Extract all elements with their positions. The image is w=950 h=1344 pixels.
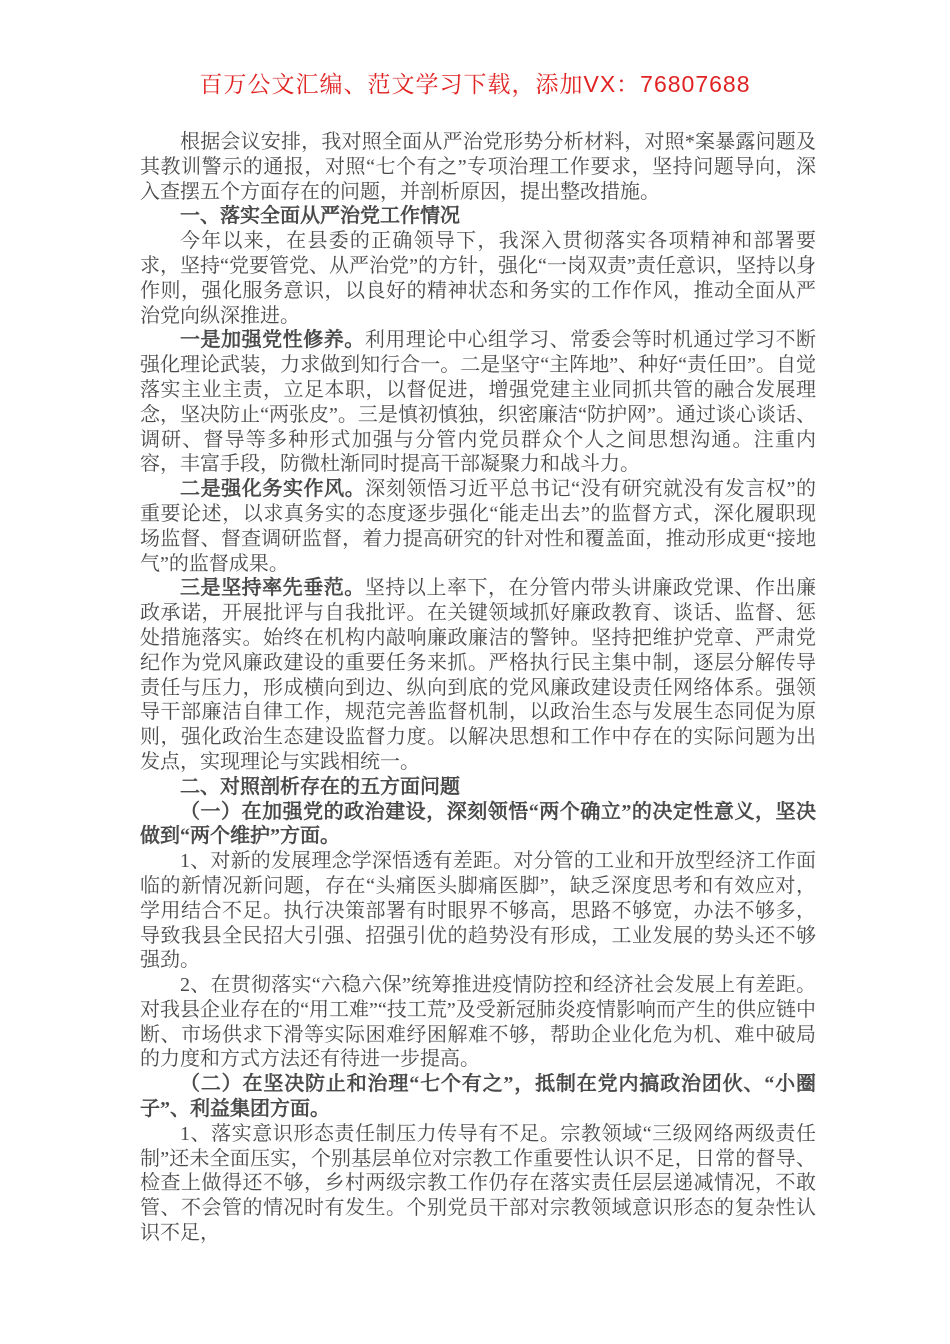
text-run: 1、对新的发展理念学深悟透有差距。对分管的工业和开放型经济工作面临的新情况新问题，存在“头痛医头脚痛医脚”，缺乏深度思考和有效应对，学用结合不足。执行决策部署有时眼界不够高，思路不够宽，办法不够多，导致我县全民招大引强、招强引优的趋势没有形成，工业发展的势头还不够强劲。 — [140, 850, 816, 972]
paragraph — [140, 576, 816, 774]
bold-text-run: 一、落实全面从严治党工作情况 — [180, 205, 460, 228]
bold-text-run: （二）在坚决防止和治理“七个有之”，抵制在党内搞政治团伙、“小圈子”、利益集团方面。 — [140, 1073, 816, 1121]
document-body — [140, 130, 816, 1246]
bold-text-run: 二、对照剖析存在的五方面问题 — [180, 775, 460, 798]
text-run: 2、在贯彻落实“六稳六保”统筹推进疫情防控和经济社会发展上有差距。对我县企业存在的“用工难”“技工荒”及受新冠肺炎疫情影响而产生的供应链中断、市场供求下滑等实际困难纾困解难不够，帮助企业化危为机、难中破局的力度和方式方法还有待进一步提高。 — [140, 974, 816, 1071]
paragraph — [140, 477, 816, 576]
bold-text-run: 二是强化务实作风。 — [180, 478, 366, 501]
bold-text-run: 三是坚持率先垂范。 — [180, 577, 365, 600]
paragraph — [140, 229, 816, 328]
section-heading — [140, 775, 816, 800]
text-run: 根据会议安排，我对照全面从严治党形势分析材料，对照*案暴露问题及其教训警示的通报，对照“七个有之”专项治理工作要求，坚持问题导向，深入查摆五个方面存在的问题，并剖析原因，提出整改措施。 — [140, 131, 816, 203]
watermark-header-text: 百万公文汇编、范文学习下载，添加VX：76807688 — [199, 71, 751, 97]
paragraph — [140, 328, 816, 477]
bold-text-run: （一）在加强党的政治建设，深刻领悟“两个确立”的决定性意义，坚决做到“两个维护”方面。 — [140, 800, 816, 848]
paragraph — [140, 973, 816, 1072]
text-run: 坚持以上率下，在分管内带头讲廉政党课、作出廉政承诺，开展批评与自我批评。在关键领域抓好廉政教育、谈话、监督、惩处措施落实。始终在机构内敲响廉政廉洁的警钟。坚持把维护党章、严肃党纪作为党风廉政建设的重要任务来抓。严格执行民主集中制，逐层分解传导责任与压力，形成横向到边、纵向到底的党风廉政建设责任网络体系。强领导干部廉洁自律工作，规范完善监督机制，以政治生态与发展生态同促为原则，强化政治生态建设监督力度。以解决思想和工作中存在的实际问题为出发点，实现理论与实践相统一。 — [140, 577, 817, 773]
text-run: 利用理论中心组学习、常委会等时机通过学习不断强化理论武装，力求做到知行合一。二是坚守“主阵地”、种好“责任田”。自觉落实主业主责，立足本职，以督促进，增强党建主业同抓共管的融合发展理念，坚决防止“两张皮”。三是慎初慎独，织密廉洁“防护网”。通过谈心谈话、调研、督导等多种形式加强与分管内党员群众个人之间思想沟通。注重内容，丰富手段，防微杜渐同时提高干部凝聚力和战斗力。 — [140, 329, 817, 476]
bold-text-run: 一是加强党性修养。 — [180, 329, 365, 352]
paragraph — [140, 1122, 816, 1246]
paragraph — [140, 130, 816, 204]
section-heading — [140, 1072, 816, 1122]
section-heading — [140, 800, 816, 850]
paragraph — [140, 849, 816, 973]
text-run: 深刻领悟习近平总书记“没有研究就没有发言权”的重要论述，以求真务实的态度逐步强化“能走出去”的监督方式，深化履职现场监督、督查调研监督，着力提高研究的针对性和覆盖面，推动形成更“接地气”的监督成果。 — [140, 478, 816, 575]
text-run: 今年以来，在县委的正确领导下，我深入贯彻落实各项精神和部署要求，坚持“党要管党、从严治党”的方针，强化“一岗双责”责任意识，坚持以身作则，强化服务意识，以良好的精神状态和务实的工作作风，推动全面从严治党向纵深推进。 — [140, 230, 816, 327]
section-heading — [140, 204, 816, 229]
text-run: 1、落实意识形态责任制压力传导有不足。宗教领域“三级网络两级责任制”还未全面压实，个别基层单位对宗教工作重要性认识不足，日常的督导、检查上做得还不够，乡村两级宗教工作仍存在落实责任层层递减情况，不敢管、不会管的情况时有发生。个别党员干部对宗教领域意识形态的复杂性认识不足， — [140, 1122, 816, 1245]
